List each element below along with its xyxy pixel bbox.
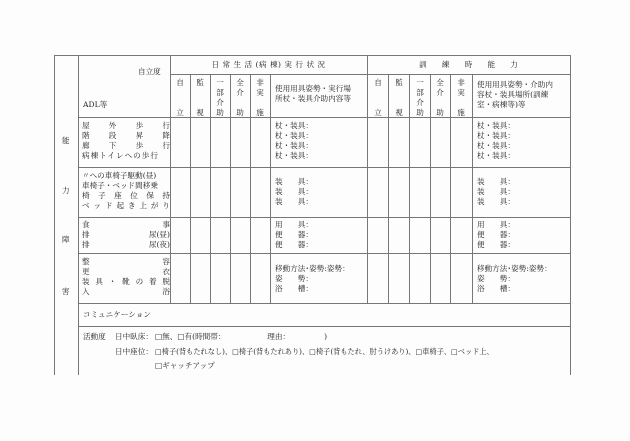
training-tools-wheelchair: 装 具： 装 具： 装 具： [477, 177, 515, 206]
sitting-label: 日中座位： [115, 347, 153, 356]
row-divider-2 [78, 217, 571, 218]
activity-label: 活動度 [83, 332, 106, 341]
col-not-performed: 非 実 施 [256, 78, 264, 117]
daily-tools-walking: 杖・装具： 杖・装具： 杖・装具： 杖・装具： [275, 121, 313, 160]
training-tools-walking: 杖・装具： 杖・装具： 杖・装具： 杖・装具： [477, 121, 515, 160]
col-independent: 自 立 [176, 78, 184, 117]
communication-label: コミュニケーション [83, 310, 151, 319]
row-divider-3 [78, 253, 571, 254]
daily-tools-grooming: 移動方法･姿勢:姿勢： 姿 勢： 浴 槽： [275, 264, 350, 293]
adl-items-walking: 屋 外 歩 行 階 段 昇 降 廊 下 歩 行 病棟トイレへの歩行 [82, 121, 170, 160]
side-label-char: 力 [62, 186, 70, 195]
side-label-char: 障 [62, 235, 70, 244]
border-left [54, 55, 55, 375]
row-divider-1 [78, 167, 571, 168]
sitting-options-line2[interactable]: □ギャッチアップ [155, 361, 215, 370]
adl-items-grooming: 整 容 更 衣 装 具 ・ 靴 の 着 脱 入 浴 [82, 257, 170, 296]
border-top [54, 55, 571, 56]
daily-tools-wheelchair: 装 具： 装 具： 装 具： [275, 177, 313, 206]
adl-items-wheelchair: 〃への車椅子駆動(昼) 車椅子・ベッド間移乗 椅 子 座 位 保 持 ベ ッ ド 起 き 上 が り [82, 171, 170, 210]
daily-tools-eating-excretion: 用 具： 便 器： 便 器： [275, 220, 313, 249]
col-divider [472, 74, 473, 303]
training-title: 訓 練 時 能 力 [419, 60, 518, 69]
side-label-char: 害 [62, 287, 70, 296]
independence-label: 自立度 [138, 67, 161, 76]
col-supervision: 監 視 [196, 78, 204, 117]
training-col-not-performed: 非 実 施 [457, 78, 465, 117]
adl-label: ADL等 [83, 100, 108, 109]
col-full-assist: 全 介 助 [236, 78, 244, 117]
side-label-divider [78, 55, 79, 375]
side-label-char: 能 [62, 136, 70, 145]
row-divider-4 [78, 303, 571, 304]
col-divider [270, 74, 271, 303]
training-tools-header: 使用用具姿勢・介助内 容杖・装具場所(訓練 室・病棟等)等 [477, 80, 553, 109]
training-col-independent: 自 立 [374, 78, 382, 117]
training-col-full-assist: 全 介 助 [436, 78, 444, 117]
sitting-options-line1[interactable]: □椅子(背もたれなし)、□椅子(背もたれあり)、□椅子(背もたれ、肘うけあり)、□車椅子、□ベッド上、 [155, 347, 494, 356]
bed-rest-options[interactable]: □無、□有(時間帯： 理由： ) [155, 332, 328, 341]
training-tools-eating-excretion: 用 具： 便 器： 便 器： [477, 220, 515, 249]
training-col-supervision: 監 視 [395, 78, 403, 117]
communication-divider [78, 326, 571, 327]
training-tools-grooming: 移動方法･姿勢:姿勢： 姿 勢： 浴 槽： [477, 264, 552, 293]
col-partial-assist: 一 部 介 助 [216, 78, 224, 117]
training-col-partial-assist: 一 部 介 助 [416, 78, 424, 117]
adl-items-eating-excretion: 食 事 排 尿(昼) 排 尿(夜) [82, 220, 170, 249]
daily-life-title: 日 常 生 活 (病 棟) 実 行 状 況 [211, 60, 326, 69]
header-bottom [78, 117, 571, 118]
border-right [570, 55, 571, 375]
bed-rest-label: 日中臥床： [115, 332, 153, 341]
daily-tools-header: 使用用具姿勢・実行場 所杖・装具介助内容等 [275, 84, 351, 103]
